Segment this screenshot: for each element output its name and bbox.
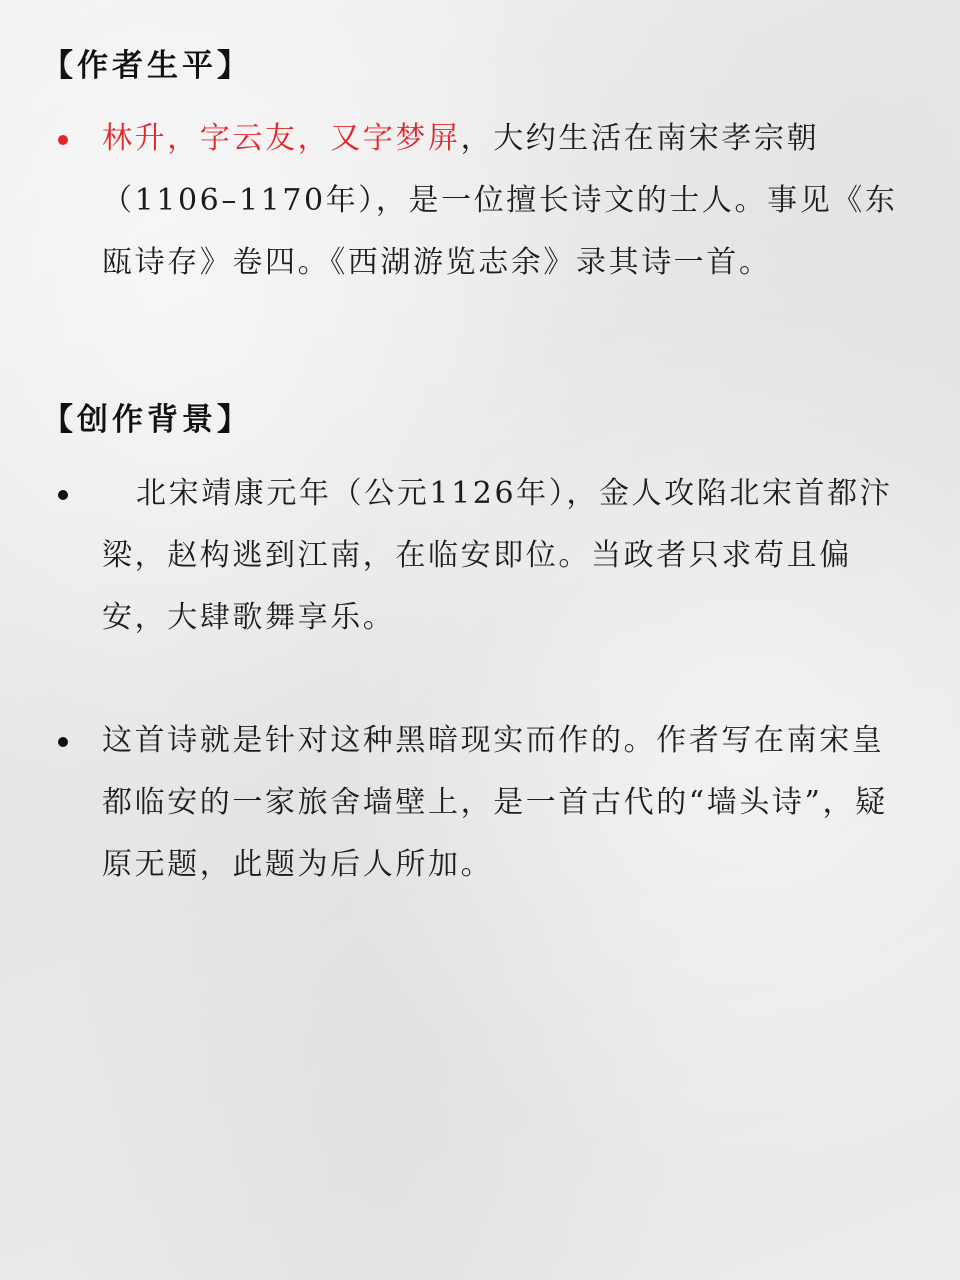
section-heading-creation-background: 【创作背景】 (42, 402, 252, 438)
bullet-icon (58, 135, 68, 145)
bullet-icon (58, 490, 68, 500)
list-item-text (58, 463, 908, 649)
author-name-highlight: 林升，字云友，又字梦屏 (102, 121, 461, 156)
author-biography-text: ，大约生活在南宋孝宗朝（1106–1170年），是一位擅长诗文的士人。事见《东瓯诗存》卷四。《西湖游览志余》录其诗一首。 (102, 121, 898, 280)
list-item-background-1 (58, 463, 908, 649)
list-item-background-2 (58, 710, 908, 896)
background-paragraph-1: 北宋靖康元年（公元1126年），金人攻陷北宋首都汴梁，赵构逃到江南，在临安即位。当政者只求苟且偏安，大肆歌舞享乐。 (102, 476, 893, 635)
list-item-text (58, 710, 908, 896)
background-paragraph-2: 这首诗就是针对这种黑暗现实而作的。作者写在南宋皇都临安的一家旅舍墙壁上，是一首古代的“墙头诗”，疑原无题，此题为后人所加。 (102, 723, 888, 882)
section-heading-author-biography: 【作者生平】 (42, 48, 252, 84)
list-item-text (58, 108, 908, 294)
bullet-icon (58, 737, 68, 747)
list-item-author-biography (58, 108, 908, 294)
